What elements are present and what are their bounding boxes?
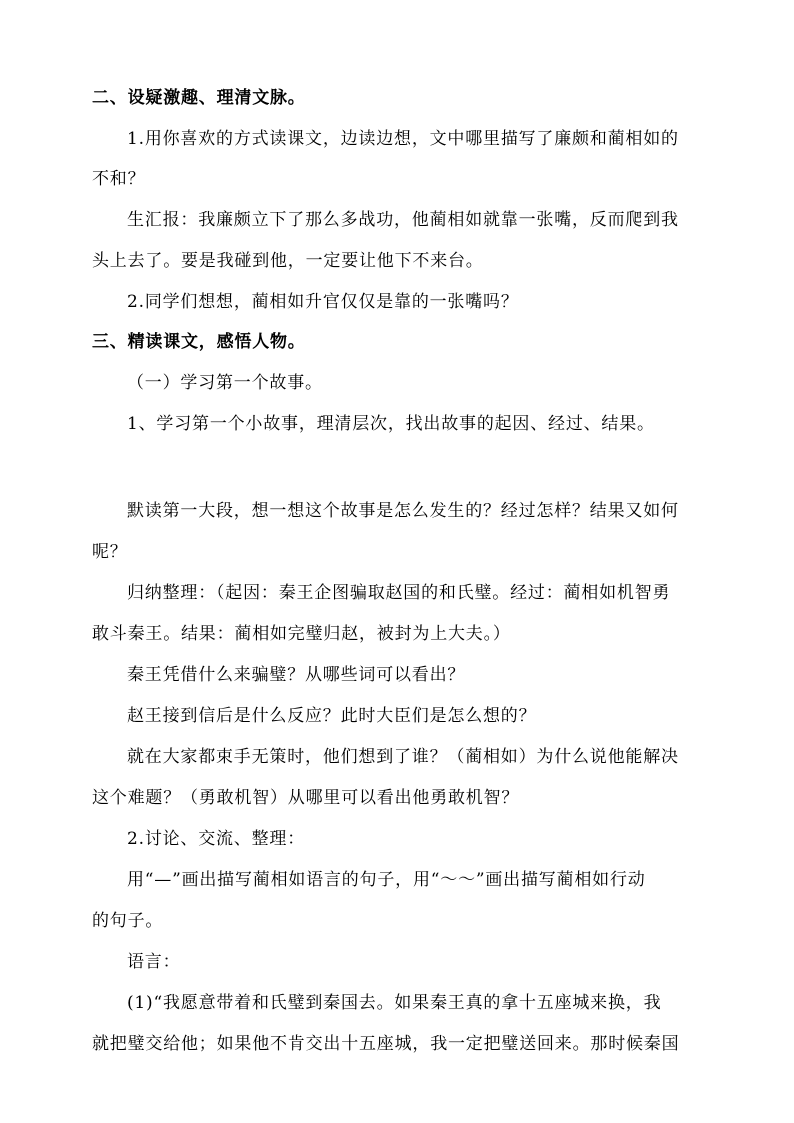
paragraph-line: 2.讨论、交流、整理： (127, 829, 306, 849)
paragraph-line: 就在大家都束手无策时，他们想到了谁？（蔺相如）为什么说他能解决 (127, 747, 679, 767)
paragraph-line: 呢？ (92, 542, 128, 562)
paragraph-line: 就把璧交给他；如果他不肯交出十五座城，我一定把璧送回来。那时候秦国 (92, 1034, 680, 1054)
paragraph-line: 默读第一大段，想一想这个故事是怎么发生的？经过怎样？结果又如何 (127, 501, 679, 521)
paragraph-line: 语言： (127, 952, 181, 972)
paragraph-line: 1.用你喜欢的方式读课文，边读边想，文中哪里描写了廉颇和蔺相如的 (127, 129, 679, 149)
section-heading-3: 三、精读课文，感悟人物。 (92, 332, 306, 352)
paragraph-line: 2.同学们想想，蔺相如升官仅仅是靠的一张嘴吗？ (127, 292, 519, 312)
paragraph-line: 生汇报：我廉颇立下了那么多战功，他蔺相如就靠一张嘴，反而爬到我 (127, 210, 679, 230)
paragraph-line: 不和？ (92, 169, 146, 189)
paragraph-line: 头上去了。要是我碰到他，一定要让他下不来台。 (92, 251, 484, 271)
paragraph-line: 赵王接到信后是什么反应？此时大臣们是怎么想的？ (127, 706, 537, 726)
subsection-heading: （一）学习第一个故事。 (127, 373, 323, 393)
paragraph-line: 1、学习第一个小故事，理清层次，找出故事的起因、经过、结果。 (127, 414, 655, 434)
paragraph-line: (1)“我愿意带着和氏璧到秦国去。如果秦王真的拿十五座城来换，我 (127, 993, 662, 1013)
paragraph-line: 敢斗秦王。结果：蔺相如完璧归赵，被封为上大夫。） (92, 624, 511, 644)
paragraph-line: 这个难题？（勇敢机智）从哪里可以看出他勇敢机智？ (92, 788, 520, 808)
paragraph-line: 秦王凭借什么来骗璧？从哪些词可以看出？ (127, 665, 466, 685)
paragraph-line: 用“—”画出描写蔺相如语言的句子，用“～～”画出描写蔺相如行动 (127, 870, 646, 890)
paragraph-line: 归纳整理：（起因：秦王企图骗取赵国的和氏璧。经过：蔺相如机智勇 (127, 583, 671, 603)
section-heading-2: 二、设疑激趣、理清文脉。 (92, 88, 306, 108)
paragraph-line: 的句子。 (92, 911, 164, 931)
